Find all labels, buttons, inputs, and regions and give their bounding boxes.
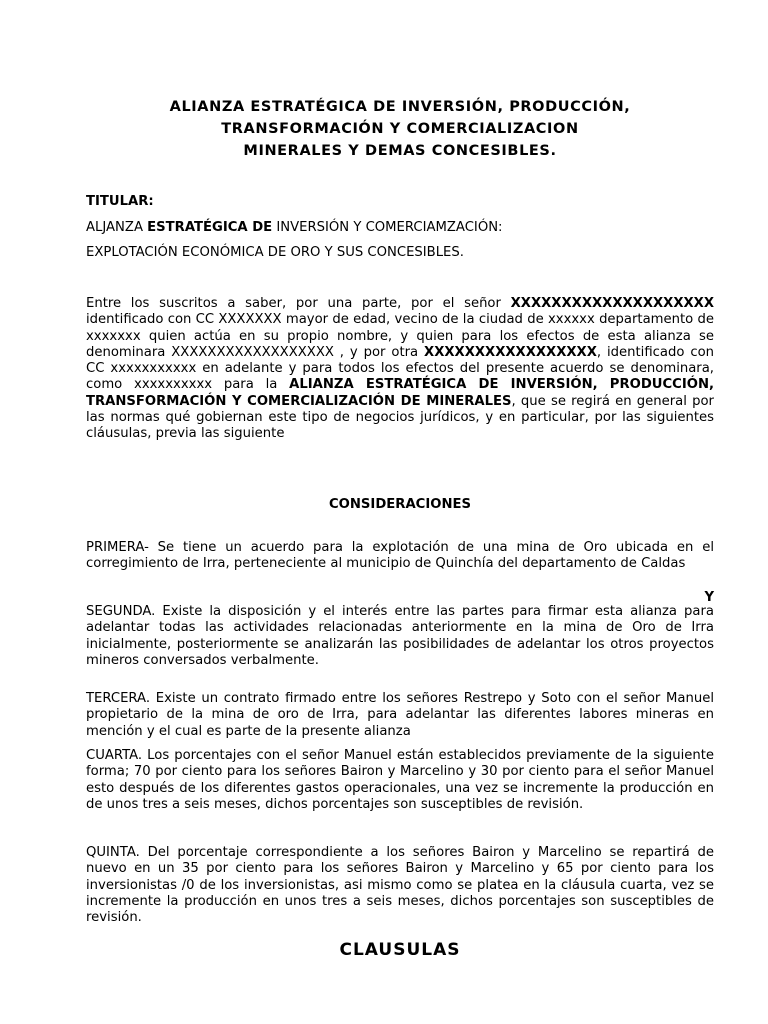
clause-segunda: SEGUNDA. Existe la disposición y el interés entre las partes para firmar esta alianza para adelantar todas las actividades relacionadas anteriormente en la mina de Oro de Irra inicialmente, posteriormente se analizarán las posibilidades de adelantar los otros proyectos mineros conversados verbalmente. bbox=[86, 604, 714, 668]
intro-text-4: , que se regirá en general por las normas qué gobiernan este tipo de negocios jurídicos, y en particular, por las siguientes cláusulas, previa las siguiente bbox=[86, 393, 714, 442]
alliance-name: ALIANZA ESTRATÉGICA DE INVERSIÓN, PRODUCCIÓN, TRANSFORMACIÓN Y COMERCIALIZACIÓN DE MINERALES bbox=[86, 377, 715, 409]
titular-line-1-c: INVERSIÓN Y COMERCIAMZACIÓN: bbox=[272, 220, 503, 235]
clause-cuarta: CUARTA. Los porcentajes con el señor Manuel están establecidos previamente de la siguiente forma; 70 por ciento para los señores Bairon y Marcelino y 30 por ciento para el señor Manuel esto después de los diferentes gastos operacionales, una vez se incremente la producción en de unos tres a seis meses, dichos porcentajes son susceptibles de revisión. bbox=[86, 748, 714, 812]
title-line-1: ALIANZA ESTRATÉGICA DE INVERSIÓN, PRODUCCIÓN, bbox=[169, 99, 631, 115]
document-title bbox=[40, 96, 760, 162]
intro-text-1: Entre los suscritos a saber, por una parte, por el señor bbox=[86, 296, 511, 311]
intro-text-3: , identificado con CC xxxxxxxxxxx en adelante y para todos los efectos del presente acuerdo se denominara, como xxxxxxxxxx para la bbox=[86, 344, 714, 393]
titular-label: TITULAR: bbox=[86, 194, 154, 209]
clause-tercera: TERCERA. Existe un contrato firmado entre los señores Restrepo y Soto con el señor Manuel propietario de la mina de oro de Irra, para adelantar las diferentes labores mineras en mención y el cual es parte de la presente alianza bbox=[86, 691, 714, 739]
title-line-2: TRANSFORMACIÓN Y COMERCIALIZACION bbox=[221, 121, 579, 137]
party-name-2: XXXXXXXXXXXXXXXXX bbox=[424, 344, 597, 360]
clause-quinta: QUINTA. Del porcentaje correspondiente a los señores Bairon y Marcelino se repartirá de nuevo en un 35 por ciento para los señores Bairon y Marcelino y 65 por ciento para los inversionistas /0 de los inversionistas, asi mismo como se platea en la cláusula cuarta, vez se incremente la producción en unos tres a seis meses, dichos porcentajes son susceptibles de revisión. bbox=[86, 845, 714, 926]
titular-line-1-a: ALJANZA bbox=[86, 220, 148, 235]
titular-line-2: EXPLOTACIÓN ECONÓMICA DE ORO Y SUS CONCESIBLES. bbox=[86, 245, 464, 260]
y-mark: Y bbox=[704, 590, 714, 605]
titular-line-1-b: ESTRATÉGICA DE bbox=[147, 220, 273, 235]
clausulas-heading: CLAUSULAS bbox=[339, 940, 461, 960]
intro-text-2: identificado con CC XXXXXXX mayor de edad, vecino de la ciudad de xxxxxx departamento de xxxxxxx quien actúa en su propio nombre, y quien para los efectos de esta alianza se denominara XXXXXXXXXXXXXXXXXX , y por otra bbox=[86, 312, 714, 360]
consideraciones-heading: CONSIDERACIONES bbox=[329, 497, 471, 512]
party-name-1: XXXXXXXXXXXXXXXXXXXX bbox=[510, 296, 714, 311]
clause-primera: PRIMERA- Se tiene un acuerdo para la explotación de una mina de Oro ubicada en el corregimiento de Irra, perteneciente al municipio de Quinchía del departamento de Caldas bbox=[86, 540, 714, 572]
title-line-3: MINERALES Y DEMAS CONCESIBLES. bbox=[243, 143, 557, 159]
titular-line-1 bbox=[86, 220, 714, 236]
intro-paragraph bbox=[86, 296, 714, 443]
